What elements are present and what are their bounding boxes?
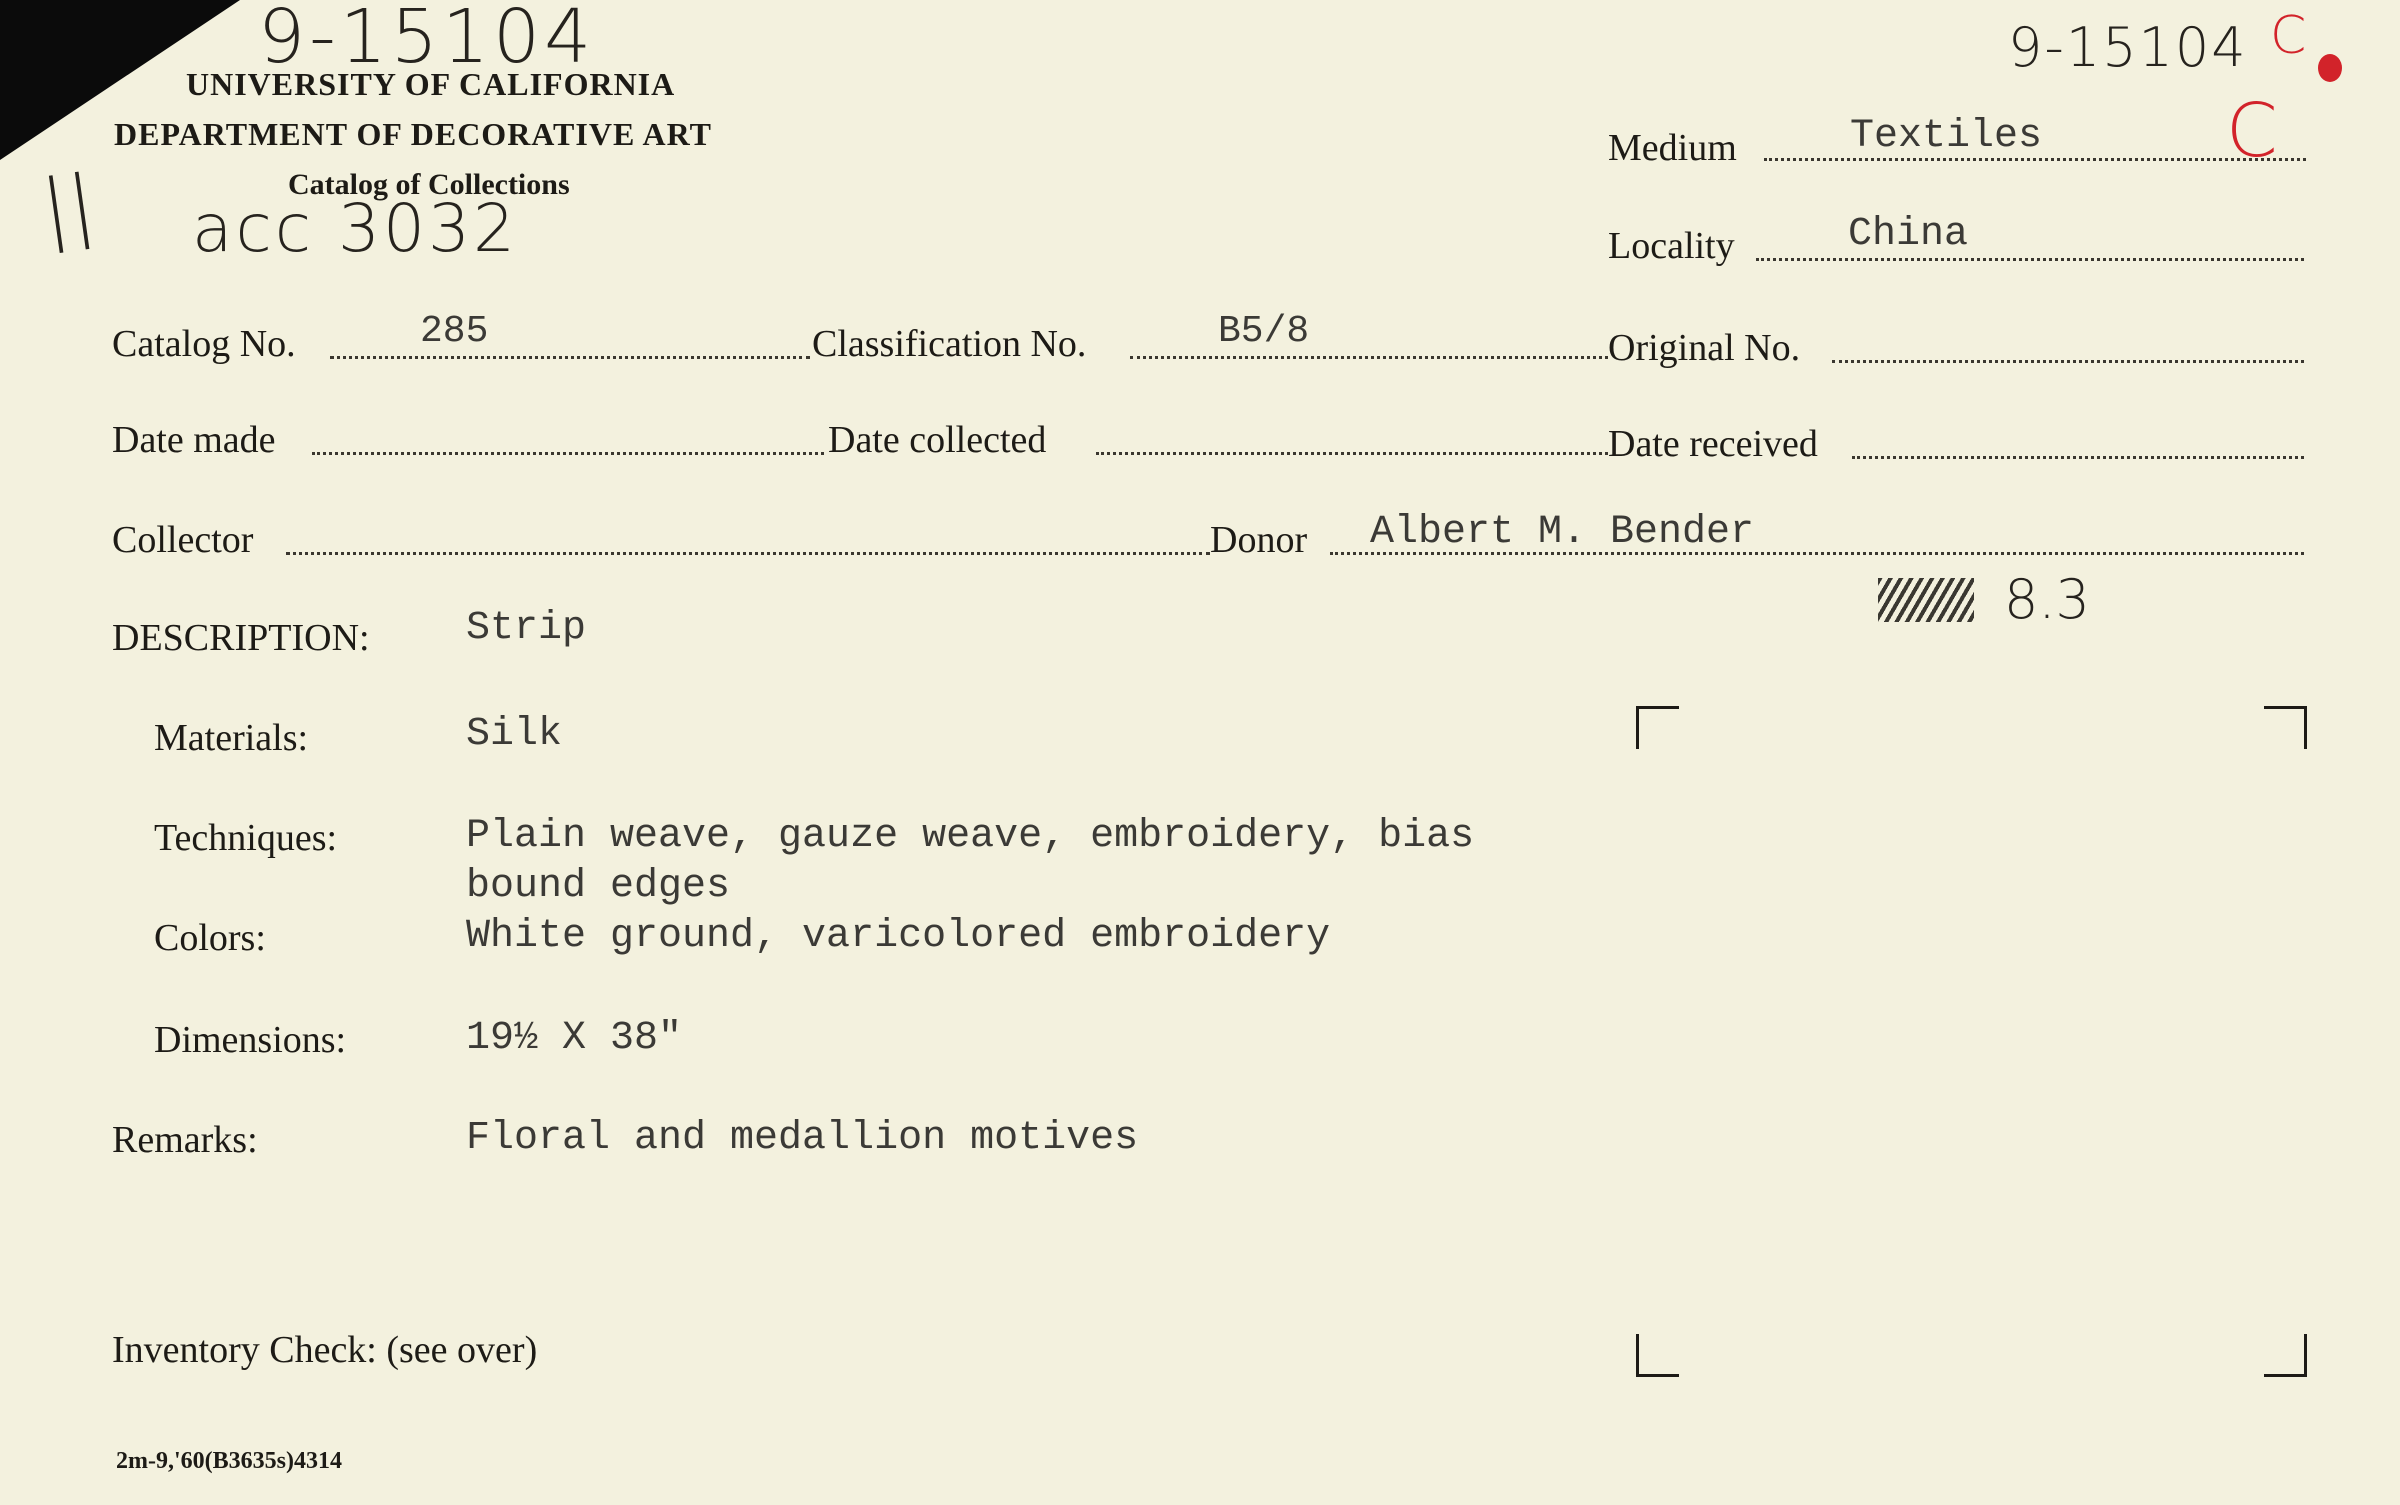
catalog-no-line (330, 356, 810, 359)
catalog-no-value: 285 (420, 310, 489, 353)
techniques-label: Techniques: (154, 817, 338, 859)
inventory-check: Inventory Check: (see over) (112, 1329, 538, 1371)
description-value: Strip (466, 606, 587, 651)
donor-label: Donor (1210, 519, 1308, 561)
date-collected-line (1096, 452, 1608, 455)
handwritten-tally-mark: || (35, 158, 101, 256)
handwritten-number-top-left: 9-15104 (258, 0, 596, 80)
remarks-value: Floral and medallion motives (466, 1116, 1139, 1161)
handwritten-red-c-large: C (2226, 88, 2278, 174)
techniques-value-line2: bound edges (466, 864, 731, 909)
handwritten-red-c-small: C (2270, 6, 2307, 66)
colors-label: Colors: (154, 917, 266, 959)
catalog-no-label: Catalog No. (112, 323, 296, 365)
medium-value: Textiles (1850, 114, 2043, 159)
donor-value: Albert M. Bender (1370, 510, 1755, 555)
medium-label: Medium (1608, 127, 1737, 169)
handwritten-acc-number: acc 3032 (192, 190, 518, 267)
collector-line (286, 552, 1210, 555)
date-made-label: Date made (112, 419, 276, 461)
original-no-label: Original No. (1608, 327, 1801, 369)
photo-frame-corner-bottom-left (1636, 1334, 1679, 1377)
dimensions-label: Dimensions: (154, 1019, 347, 1061)
classification-no-label: Classification No. (812, 323, 1087, 365)
classification-no-value: B5/8 (1218, 310, 1310, 353)
original-no-line (1832, 360, 2304, 363)
header-department: DEPARTMENT OF DECORATIVE ART (114, 116, 712, 152)
techniques-value-line1: Plain weave, gauze weave, embroidery, bias (466, 814, 1475, 859)
colors-value: White ground, varicolored embroidery (466, 914, 1331, 959)
header-catalog-of-collections: Catalog of Collections (288, 168, 570, 201)
locality-line (1756, 258, 2304, 261)
locality-label: Locality (1608, 225, 1735, 267)
date-collected-label: Date collected (828, 419, 1047, 461)
materials-value: Silk (466, 712, 563, 757)
materials-label: Materials: (154, 717, 309, 759)
crossed-out-mark (1878, 578, 1974, 622)
remarks-label: Remarks: (112, 1119, 258, 1161)
photo-frame-corner-bottom-right (2264, 1334, 2307, 1377)
header-university: UNIVERSITY OF CALIFORNIA (186, 66, 676, 102)
handwritten-number-top-right: 9-15104 (2008, 16, 2248, 79)
collector-label: Collector (112, 519, 254, 561)
date-received-label: Date received (1608, 423, 1818, 465)
print-code: 2m-9,'60(B3635s)4314 (116, 1448, 342, 1474)
photo-frame-corner-top-left (1636, 706, 1679, 749)
description-label: DESCRIPTION: (112, 617, 370, 659)
photo-frame-corner-top-right (2264, 706, 2307, 749)
handwritten-shelf-mark: 8.3 (2004, 568, 2090, 631)
date-received-line (1852, 456, 2304, 459)
classification-no-line (1130, 356, 1608, 359)
locality-value: China (1848, 212, 1969, 257)
red-ink-dot (2318, 54, 2342, 82)
date-made-line (312, 452, 824, 455)
dimensions-value: 19½ X 38" (466, 1016, 683, 1061)
